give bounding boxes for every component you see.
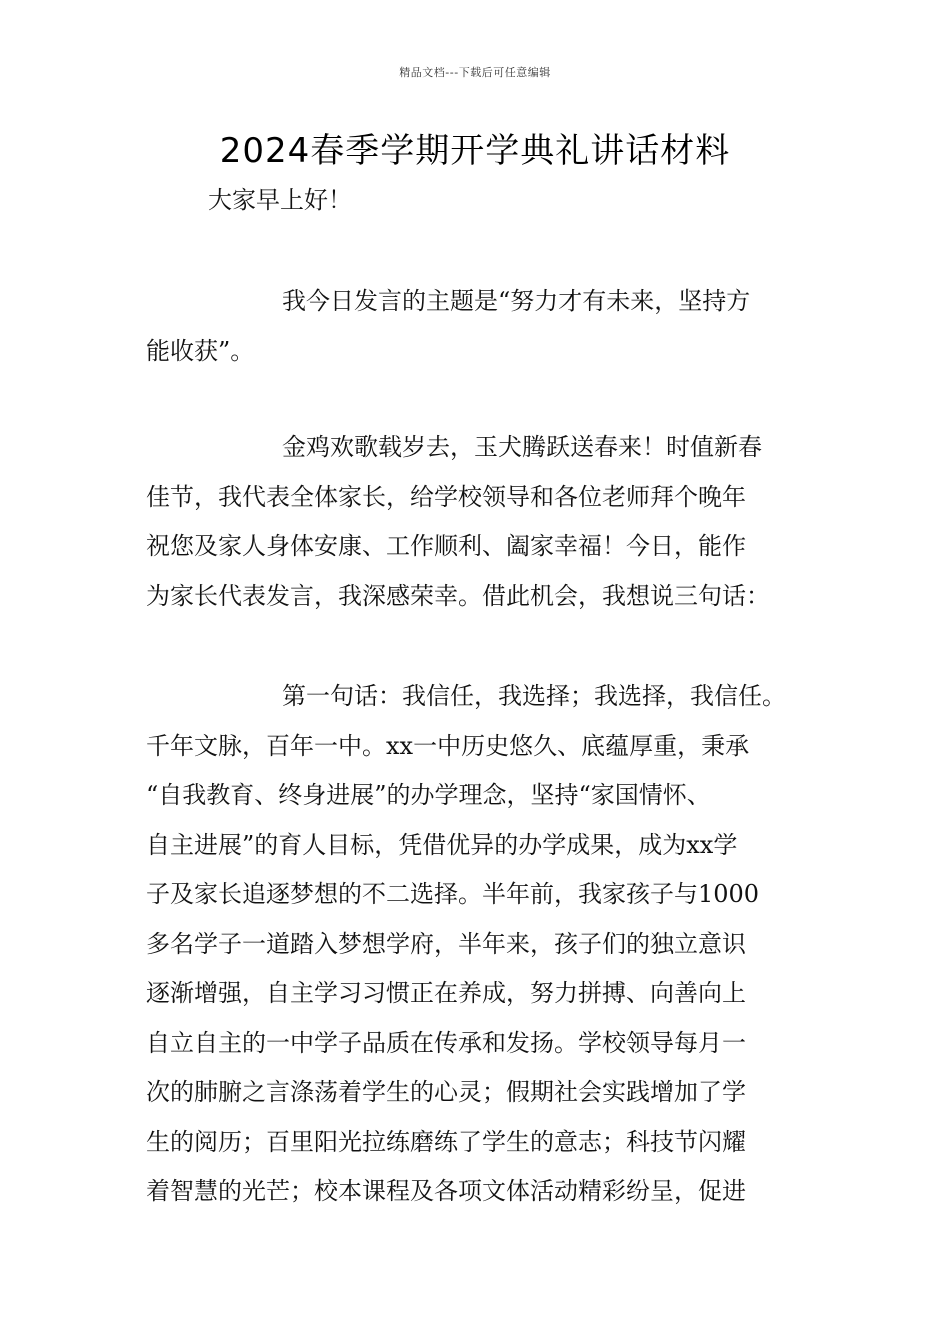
text-line: 金鸡欢歌载岁去，玉犬腾跃送春来！时值新春 xyxy=(282,433,762,461)
text-line: 千年文脉，百年一中。xx一中历史悠久、底蕴厚重，秉承 xyxy=(146,731,750,760)
paragraph-greetings xyxy=(146,423,826,621)
text-line: 自立自主的一中学子品质在传承和发扬。学校领导每月一 xyxy=(146,1028,746,1057)
page-header: 精品文档---下载后可任意编辑 xyxy=(399,66,551,79)
text-line: 能收获”。 xyxy=(146,336,255,365)
text-line: 祝您及家人身体安康、工作顺利、阖家幸福！今日，能作 xyxy=(146,532,746,560)
text-line: 自主进展”的育人目标，凭借优异的办学成果，成为xx学 xyxy=(146,830,738,859)
text-line: 生的阅历；百里阳光拉练磨练了学生的意志；科技节闪耀 xyxy=(146,1127,746,1156)
text-line: 次的肺腑之言涤荡着学生的心灵；假期社会实践增加了学 xyxy=(146,1078,746,1106)
paragraph-topic xyxy=(146,277,826,376)
document-title: 2024春季学期开学典礼讲话材料 xyxy=(219,131,731,171)
paragraph-first-point xyxy=(146,672,826,1217)
text-line: 子及家长追逐梦想的不二选择。半年前，我家孩子与1000 xyxy=(146,880,760,908)
text-line: 多名学子一道踏入梦想学府，半年来，孩子们的独立意识 xyxy=(146,929,746,958)
text-line: 逐渐增强，自主学习习惯正在养成，努力拼搏、向善向上 xyxy=(146,979,746,1007)
text-line: 我今日发言的主题是“努力才有未来，坚持方 xyxy=(282,287,751,315)
text-line: 着智慧的光芒；校本课程及各项文体活动精彩纷呈，促进 xyxy=(146,1177,746,1205)
text-line: 第一句话：我信任，我选择；我选择，我信任。 xyxy=(282,682,786,710)
text-line: 为家长代表发言，我深感荣幸。借此机会，我想说三句话： xyxy=(146,581,770,610)
text-line: 佳节，我代表全体家长，给学校领导和各位老师拜个晚年 xyxy=(146,482,746,511)
text-line: “自我教育、终身进展”的办学理念，坚持“家国情怀、 xyxy=(146,781,711,809)
greeting: 大家早上好！ xyxy=(208,186,352,214)
